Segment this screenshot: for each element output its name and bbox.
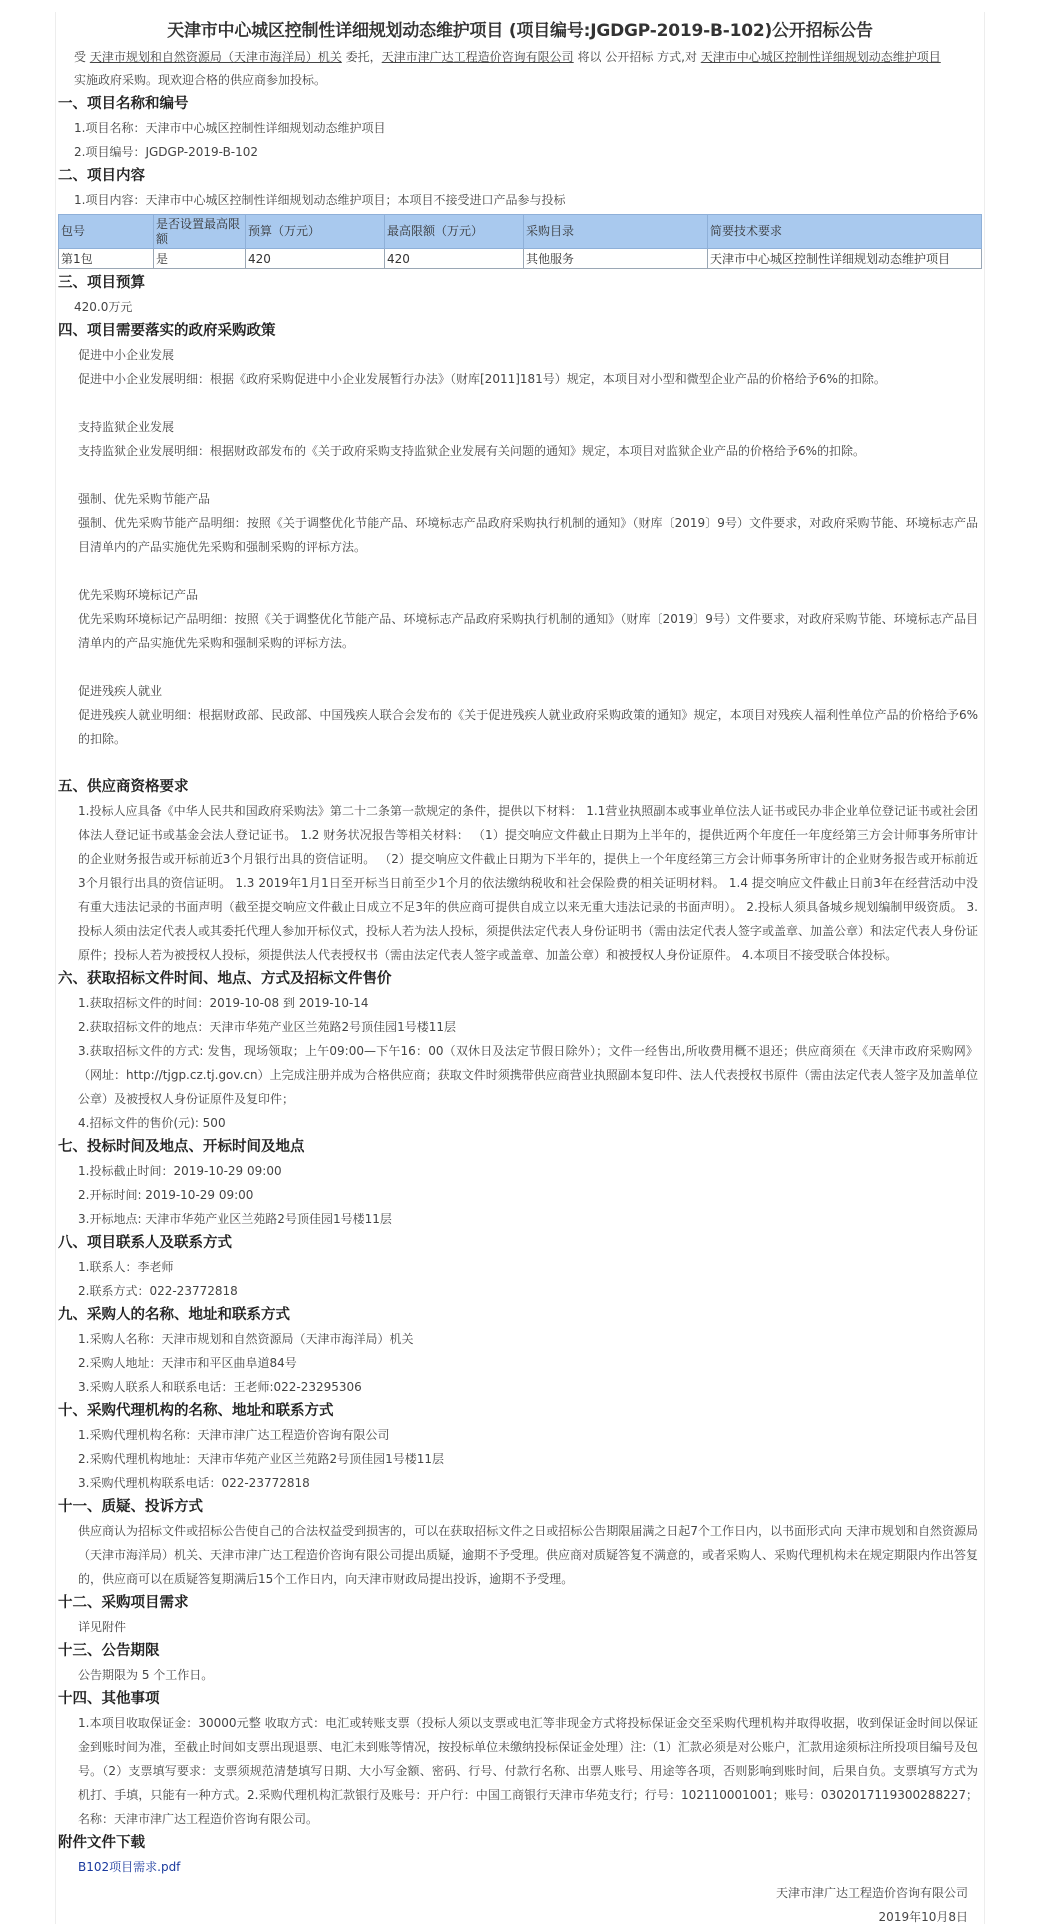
requirement-body: 详见附件 <box>78 1620 127 1634</box>
intro-paragraph <box>58 46 982 92</box>
package-table <box>58 214 982 269</box>
policy-title: 优先采购环境标记产品 <box>78 588 199 602</box>
policy-detail: 支持监狱企业发展明细：根据财政部发布的《关于政府采购支持监狱企业发展有关问题的通知》规定，本项目对监狱企业产品的价格给予6%的扣除。 <box>78 444 866 458</box>
project-name: 天津市中心城区控制性详细规划动态维护项目 <box>700 50 941 64</box>
table-cell: 其他服务 <box>524 249 708 269</box>
table-cell: 420 <box>246 249 385 269</box>
agency-name-line: 1.采购代理机构名称：天津市津广达工程造价咨询有限公司 <box>78 1428 390 1442</box>
section-heading: 十一、质疑、投诉方式 <box>58 1499 203 1515</box>
project-name-line: 1.项目名称：天津市中心城区控制性详细规划动态维护项目 <box>74 121 386 135</box>
section-heading: 六、获取招标文件时间、地点、方式及招标文件售价 <box>58 971 392 987</box>
policy-detail: 强制、优先采购节能产品明细：按照《关于调整优化节能产品、环境标志产品政府采购执行机制的通知》（财库〔2019〕9号）文件要求，对政府采购节能、环境标志产品目清单内的产品实施优先采购和强制采购的评标方法。 <box>78 516 978 554</box>
purchaser-contact: 3.采购人联系人和联系电话：王老师:022-23295306 <box>78 1380 362 1394</box>
policy-detail: 优先采购环境标记产品明细：按照《关于调整优化节能产品、环境标志产品政府采购执行机制的通知》（财库〔2019〕9号）文件要求，对政府采购节能、环境标志产品目清单内的产品实施优先采购和强制采购的评标方法。 <box>78 612 978 650</box>
section-heading: 九、采购人的名称、地址和联系方式 <box>58 1307 290 1323</box>
attachment-heading: 附件文件下载 <box>58 1835 145 1851</box>
budget-value: 420.0万元 <box>74 300 133 314</box>
qualification-body: 1.投标人应具备《中华人民共和国政府采购法》第二十二条第一款规定的条件，提供以下材料： 1.1营业执照副本或事业单位法人证书或民办非企业单位登记证书或社会团体法人登记证书或基金会法人登记证书。 1.2 财务状况报告等相关材料： （1）提交响应文件截止日期为上半年的，提供近两个年度任一年度经第三方会计师事务所审计的企业财务报告或开标前近3个月银行出具的资信证明。 （2）提交响应文件截止日期为下半年的，提供上一个年度经第三方会计师事务所审计的企业财务报告或开标前近3个月银行出具的资信证明。 1.3 2019年1月1日至开标当日前至少1个月的依法缴纳税收和社会保险费的相关证明材料。 1.4 提交响应文件截止日前3年在经营活动中没有重大违法记录的书面声明（截至提交响应文件截止日成立不足3年的供应商可提供自成立以来无重大违法记录的书面声明）。 2.投标人须具备城乡规划编制甲级资质。 3.投标人须由法定代表人或其委托代理人参加开标仪式，投标人若为法人投标，须提供法定代表人身份证明书（需由法定代表人签字或盖章、加盖公章）和法定代表人身份证原件；投标人若为被授权人投标，须提供法人代表授权书（需由法定代表人签字或盖章、加盖公章）和被授权人身份证原件。 4.本项目不接受联合体投标。 <box>78 804 979 962</box>
intro-text: 委托， <box>341 50 382 64</box>
project-code-line: 2.项目编号：JGDGP-2019-B-102 <box>74 145 259 159</box>
agency-name: 天津市津广达工程造价咨询有限公司 <box>381 50 574 64</box>
signature-date: 2019年10月8日 <box>878 1910 968 1924</box>
agency-phone: 3.采购代理机构联系电话：022-23772818 <box>78 1476 310 1490</box>
attachment-link[interactable]: B102项目需求.pdf <box>78 1860 181 1874</box>
table-cell: 是 <box>154 249 246 269</box>
policy-detail: 促进残疾人就业明细：根据财政部、民政部、中国残疾人联合会发布的《关于促进残疾人就业政府采购政策的通知》规定，本项目对残疾人福利性单位产品的价格给予6%的扣除。 <box>78 708 978 746</box>
doc-price: 4.招标文件的售价(元): 500 <box>78 1116 226 1130</box>
agency-address: 2.采购代理机构地址：天津市华苑产业区兰苑路2号顶佳园1号楼11层 <box>78 1452 444 1466</box>
section-heading: 十二、采购项目需求 <box>58 1595 189 1611</box>
policy-title: 支持监狱企业发展 <box>78 420 175 434</box>
bid-deadline: 1.投标截止时间：2019-10-29 09:00 <box>78 1164 282 1178</box>
purchaser-name: 1.采购人名称：天津市规划和自然资源局（天津市海洋局）机关 <box>78 1332 414 1346</box>
opening-place: 3.开标地点: 天津市华苑产业区兰苑路2号顶佳园1号楼11层 <box>78 1212 392 1226</box>
buyer-name: 天津市规划和自然资源局（天津市海洋局）机关 <box>89 50 342 64</box>
policy-title: 促进中小企业发展 <box>78 348 175 362</box>
table-cell: 天津市中心城区控制性详细规划动态维护项目 <box>708 249 982 269</box>
contact-phone: 2.联系方式：022-23772818 <box>78 1284 238 1298</box>
doc-acquire-method: 3.获取招标文件的方式: 发售，现场领取；上午09:00—下午16：00（双休日及法定节假日除外）；文件一经售出,所收费用概不退还；供应商须在《天津市政府采购网》（网址：http://tjgp.cz.tj.gov.cn）上完成注册并成为合格供应商；获取文件时须携带供应商营业执照副本复印件、法人代表授权书原件（需由法定代表人签字及加盖单位公章）及被授权人身份证原件及复印件； <box>78 1044 978 1106</box>
table-header-row <box>59 215 982 249</box>
table-header: 最高限额（万元） <box>385 215 524 249</box>
intro-text: 实施政府采购。现欢迎合格的供应商参加投标。 <box>74 73 327 87</box>
signature-org: 天津市津广达工程造价咨询有限公司 <box>775 1886 968 1900</box>
doc-acquire-time: 1.获取招标文件的时间：2019-10-08 到 2019-10-14 <box>78 996 369 1010</box>
section-heading: 八、项目联系人及联系方式 <box>58 1235 232 1251</box>
contact-person: 1.联系人：李老师 <box>78 1260 174 1274</box>
policy-detail: 促进中小企业发展明细：根据《政府采购促进中小企业发展暂行办法》（财库[2011]181号）规定，本项目对小型和微型企业产品的价格给予6%的扣除。 <box>78 372 886 386</box>
policy-title: 促进残疾人就业 <box>78 684 163 698</box>
table-header: 包号 <box>59 215 154 249</box>
complaint-body: 供应商认为招标文件或招标公告使自己的合法权益受到损害的，可以在获取招标文件之日或招标公告期限届满之日起7个工作日内，以书面形式向 天津市规划和自然资源局（天津市海洋局）机关、天津市津广达工程造价咨询有限公司提出质疑，逾期不予受理。供应商对质疑答复不满意的，或者采购人、采购代理机构未在规定期限内作出答复的，供应商可以在质疑答复期满后15个工作日内，向天津市财政局提出投诉，逾期不予受理。 <box>78 1524 979 1586</box>
section-heading: 十、采购代理机构的名称、地址和联系方式 <box>58 1403 334 1419</box>
table-row <box>59 249 982 269</box>
section-heading: 四、项目需要落实的政府采购政策 <box>58 323 276 339</box>
project-content-line: 1.项目内容：天津市中心城区控制性详细规划动态维护项目；本项目不接受进口产品参与投标 <box>74 193 566 207</box>
policy-title: 强制、优先采购节能产品 <box>78 492 211 506</box>
doc-acquire-place: 2.获取招标文件的地点：天津市华苑产业区兰苑路2号顶佳园1号楼11层 <box>78 1020 456 1034</box>
section-heading: 十四、其他事项 <box>58 1691 160 1707</box>
table-cell: 第1包 <box>59 249 154 269</box>
section-heading: 十三、公告期限 <box>58 1643 160 1659</box>
period-body: 公告期限为 5 个工作日。 <box>78 1668 214 1682</box>
section-heading: 三、项目预算 <box>58 275 145 291</box>
purchaser-address: 2.采购人地址：天津市和平区曲阜道84号 <box>78 1356 297 1370</box>
page-title: 天津市中心城区控制性详细规划动态维护项目 (项目编号:JGDGP-2019-B-102)公开招标公告 <box>167 21 873 41</box>
table-header: 是否设置最高限额 <box>154 215 246 249</box>
table-header: 采购目录 <box>524 215 708 249</box>
table-cell: 420 <box>385 249 524 269</box>
other-matters-body: 1.本项目收取保证金：30000元整 收取方式：电汇或转账支票（投标人须以支票或电汇等非现金方式将投标保证金交至采购代理机构并取得收据，收到保证金时间以保证金到账时间为准，至截止时间如支票出现退票、电汇未到账等情况，按投标单位未缴纳投标保证金处理）注:（1）汇款必须是对公账户，汇款用途须标注所投项目编号及包号。（2）支票填写要求：支票须规范清楚填写日期、大小写金额、密码、行号、付款行名称、出票人账号、用途等各项，否则影响到账时间，后果自负。支票填写方式为机打、手填，只能有一种方式。2.采购代理机构汇款银行及账号：开户行：中国工商银行天津市华苑支行；行号：102110001001；账号：0302017119300288227；名称：天津市津广达工程造价咨询有限公司。 <box>78 1716 978 1826</box>
section-heading: 二、项目内容 <box>58 168 145 184</box>
section-heading: 七、投标时间及地点、开标时间及地点 <box>58 1139 305 1155</box>
table-header: 简要技术要求 <box>708 215 982 249</box>
opening-time: 2.开标时间: 2019-10-29 09:00 <box>78 1188 254 1202</box>
notice-document <box>55 12 985 1924</box>
table-header: 预算（万元） <box>246 215 385 249</box>
intro-text: 将以 公开招标 方式,对 <box>573 50 701 64</box>
intro-text: 受 <box>74 50 90 64</box>
section-heading: 五、供应商资格要求 <box>58 779 189 795</box>
section-heading: 一、项目名称和编号 <box>58 96 189 112</box>
